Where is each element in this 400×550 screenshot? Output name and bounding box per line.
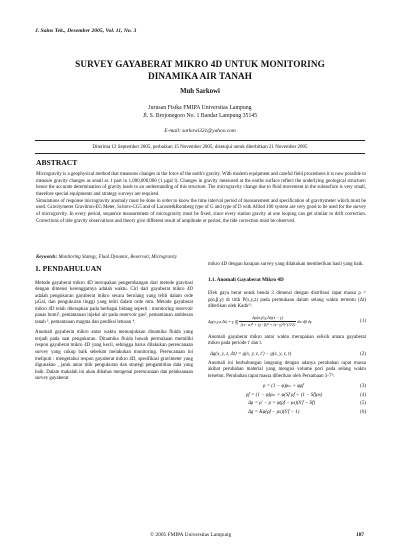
- right-paragraph-2: Anomali gayaberat mikro antar waktu merupakan selisih antara gayaberat mikro pada periode t' dan t.: [208, 334, 366, 347]
- equation-5-body: Δρ = ρ′ − ρ = φ(ρf − ρs)(S′f − Sf): [248, 401, 316, 407]
- title-line-1: SURVEY GAYABERAT MIKRO 4D UNTUK MONITORING: [75, 59, 325, 69]
- equation-1-numerator: Δρ(α,β,γ,Δt)(z − γ): [239, 315, 296, 323]
- equation-1: [208, 315, 366, 331]
- equation-1-fraction: [239, 315, 296, 329]
- right-paragraph-3: Anomali ini berhubungan langsung dengan adanya perubahan rapat massa akibat perubahan material yang mengisi volume pori pada selang waktu tersebut. Perubahan rapat massa diberikan oleh Persamaan 3-7⁵:: [208, 360, 366, 379]
- right-paragraph-1: Efek gaya berat untuk benda 3 dimensi dengan distribusi rapat massa ρ = ρ(α,β,γ) di titik P(x,y,z) pada permukaan dalam selang waktu tertentu (Δt) diberikan oleh Kadir⁵:: [208, 291, 366, 310]
- equation-1-number: (1): [360, 318, 366, 324]
- affiliation: [100, 104, 300, 120]
- equation-6: [208, 410, 366, 418]
- abstract-heading: ABSTRACT: [36, 158, 78, 167]
- left-column: [35, 262, 193, 387]
- equation-2: [208, 352, 366, 361]
- journal-header: J. Sains Tek., Desember 2005, Vol. 11, No. 3: [35, 28, 137, 34]
- equation-5-number: (5): [360, 401, 366, 407]
- divider-top: [35, 140, 365, 141]
- abstract-paragraph-2: Simulations of response microgravity anomaly must be done in order to know the time interval period of measurement and specification of gravitymeter which must be used. Gravitymeter Gravitron-EG Meter, Scitrex-CG5 and of Lacoste&Romberg type of G and type of D with Alllod 100 system are very good to be used for the survey of microgravity. In every period, sequence measurement of microgravity must be fixed, since every station gravity at one looping can get similar to drift correction. Corrections of tide gravity observations and theory give different result of amplitude or period, the tide correction must be observed.: [36, 198, 366, 224]
- keywords-label: Keywords:: [36, 255, 58, 260]
- right-column: [208, 262, 366, 418]
- equation-5: [208, 401, 366, 409]
- equation-3-number: (3): [360, 384, 366, 390]
- page-number: 187: [356, 532, 365, 538]
- equation-4-body: ρf = (1 − φ)ρₘ + φ(Sf ρf + (1 − Sf)ρs): [246, 392, 323, 398]
- equation-1-denominator: [(x−α)² + (y−β)² + (z−γ)²]^(3/2): [240, 322, 296, 328]
- equation-6-number: (6): [360, 409, 366, 415]
- left-paragraph-1: Metode gayaberat mikro 4D merupakan pengembangan dari metode gravitasi dengan dimensi kerenggatnya adalah waktu. Ciri dari gayaberat mikro 4D adalah pengukuran gayaberat mikro secara berulang yang teliti dalam orde µGal, dan pengukuran tinggi yang teliti dalam orde mm. Metode gayaberat mikro 4D telah diterapkan pada berbagai bidang seperti : monitoring reservoir panas bumi¹, pemantauan injeksi air pada reservoir gas², pemantauan amblesan tanah ³, pemantauan magma dan prediksi letusan ⁴.: [35, 280, 193, 325]
- footer-copyright: © 2005 FMIPA Universitas Lampung: [150, 532, 232, 538]
- equation-1-body: [208, 315, 336, 329]
- equation-2-body: Δg(x, y, z, Δt) = g(x, y, z, t′) − g(x, y, z, t): [210, 351, 292, 357]
- author-name: Muh Sarkowi: [180, 88, 220, 95]
- abstract-paragraph-1: Microgravity is a geophysical method that measures changes in the force of the earth's gravity. With modern equipment and careful field procedures it is now possible to measure gravity changes as small as 1 part in 1,000,000,000 (1 µgal l). Changes in gravity measured at the earths surface reflect the underlying geological structure; hence the accurate determination of gravity leads to an understanding of this structure. The microgravity change due to fluid movement in the subsurface is very small, therefore special equipments and strategy surveys are required.: [36, 172, 366, 197]
- equation-3-body: ρ = (1 − φ)ρₘ + φρf: [263, 384, 304, 390]
- keywords: [36, 255, 366, 260]
- equation-1-lhs: Δg(x,y,z,Δt) = γ ∫∫∫: [208, 318, 239, 324]
- section-heading-pendahuluan: 1. PENDAHULUAN: [35, 264, 102, 273]
- right-intro-paragraph: mikro 4D dengan harapan survey yang dilakukan memberikan hasil yang baik.: [208, 262, 364, 267]
- affiliation-line-2: Jl. S. Brojonegoro No. 1 Bandar Lampung 35145: [142, 113, 258, 119]
- equation-1-tail: dα dβ dγ: [297, 318, 312, 324]
- keywords-list: Monitoring Stategy, Fluid Dynamic, Reservoir, Microgravity: [58, 255, 177, 260]
- equation-4-number: (4): [360, 392, 366, 398]
- subsection-heading: 1.1. Anomali Gayaberat Mikro 4D: [208, 276, 284, 283]
- affiliation-line-1: Jurusan Fisika FMIPA Universitas Lampung: [148, 105, 252, 111]
- abstract-body: [36, 172, 366, 225]
- equation-4: [208, 393, 366, 401]
- submission-dates: Diterima 12 September 2005, perbaikan 15 November 2005, disetujui untuk diterbitkan 21 November 2005: [92, 145, 308, 150]
- divider-dates: [35, 153, 365, 154]
- title-line-2: DINAMIKA AIR TANAH: [147, 71, 253, 81]
- equation-2-number: (2): [360, 351, 366, 357]
- paper-title: [40, 58, 360, 82]
- equation-6-body: Δg = Kφ(ρf − ρs)(S′f − 1): [248, 409, 300, 415]
- equation-3: [208, 384, 366, 392]
- left-paragraph-2: Anomali gayaberat mikro antar waktu menunjukkan dinamika fluida yang terjadi pada saat pengukuran. Dinamika fluida bawah permukaan memiliki respon gayaberat mikro 4D yang kecil, sehingga harus dilakukan perencanaan survey yang cukup baik sebelum melakukan monitoring. Perencanaan ini meliputi : mengetahui respon gayaberat mikro 4D, spesifikasi gravimeter yang digunakan , jarak antar titik pengukuran dan strategi pengambilan data yang baik. Dalam makalah ini akan dibahas mengenai perencanaan dan pelaksanaan survey gayaberat: [35, 330, 193, 382]
- author-email: E-mail: sarkowi321@yahoo.com: [164, 128, 236, 134]
